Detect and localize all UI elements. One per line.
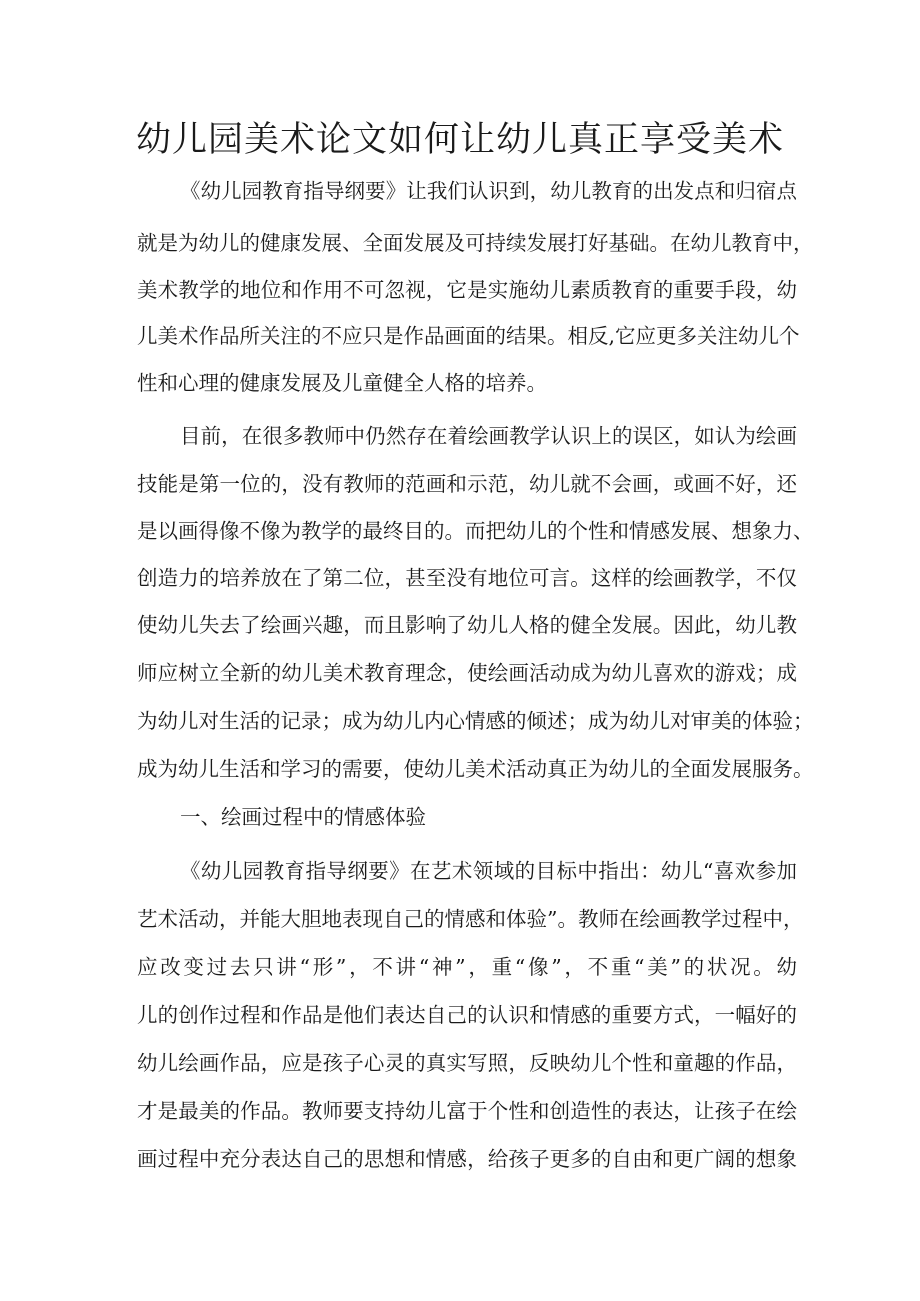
paragraph-3-line-2: 艺术活动，并能大胆地表现自己的情感和体验”。教师在绘画教学过程中， <box>137 907 804 931</box>
document-title: 幼儿园美术论文如何让幼儿真正享受美术 <box>135 120 784 160</box>
paragraph-2-line-5: 使幼儿失去了绘画兴趣，而且影响了幼儿人格的健全发展。因此，幼儿教 <box>137 613 797 637</box>
paragraph-1-line-4: 儿美术作品所关注的不应只是作品画面的结果。相反,它应更多关注幼儿个 <box>137 324 800 348</box>
paragraph-3-line-3: 应改变过去只讲“形”，不讲“神”，重“像”，不重“美”的状况。幼 <box>137 955 797 979</box>
paragraph-3-line-4: 儿的创作过程和作品是他们表达自己的认识和情感的重要方式，一幅好的 <box>137 1003 797 1027</box>
paragraph-3-line-5: 幼儿绘画作品，应是孩子心灵的真实写照，反映幼儿个性和童趣的作品， <box>137 1051 797 1075</box>
paragraph-2-line-2: 技能是第一位的，没有教师的范画和示范，幼儿就不会画，或画不好，还 <box>137 472 797 496</box>
paragraph-2-line-6: 师应树立全新的幼儿美术教育理念，使绘画活动成为幼儿喜欢的游戏；成 <box>137 661 797 685</box>
paragraph-1-line-5: 性和心理的健康发展及儿童健全人格的培养。 <box>137 371 547 395</box>
paragraph-3-line-1: 《幼儿园教育指导纲要》在艺术领域的目标中指出：幼儿“喜欢参加 <box>180 859 797 883</box>
paragraph-2-line-3: 是以画得像不像为教学的最终目的。而把幼儿的个性和情感发展、想象力、 <box>137 519 814 543</box>
paragraph-2-line-4: 创造力的培养放在了第二位，甚至没有地位可言。这样的绘画教学，不仅 <box>137 566 797 590</box>
paragraph-3-line-7: 画过程中充分表达自己的思想和情感，给孩子更多的自由和更广阔的想象 <box>137 1147 797 1171</box>
paragraph-1-line-2: 就是为幼儿的健康发展、全面发展及可持续发展打好基础。在幼儿教育中， <box>137 231 814 255</box>
paragraph-2-line-1: 目前，在很多教师中仍然存在着绘画教学认识上的误区，如认为绘画 <box>180 424 797 448</box>
paragraph-2-line-7: 为幼儿对生活的记录；成为幼儿内心情感的倾述；成为幼儿对审美的体验； <box>137 709 814 733</box>
paragraph-1-line-3: 美术教学的地位和作用不可忽视，它是实施幼儿素质教育的重要手段，幼 <box>137 278 797 302</box>
section-heading-1: 一、绘画过程中的情感体验 <box>180 805 426 829</box>
paragraph-1-line-1: 《幼儿园教育指导纲要》让我们认识到，幼儿教育的出发点和归宿点 <box>180 179 797 203</box>
paragraph-3-line-6: 才是最美的作品。教师要支持幼儿富于个性和创造性的表达，让孩子在绘 <box>137 1099 797 1123</box>
paragraph-2-line-8: 成为幼儿生活和学习的需要，使幼儿美术活动真正为幼儿的全面发展服务。 <box>137 757 814 781</box>
